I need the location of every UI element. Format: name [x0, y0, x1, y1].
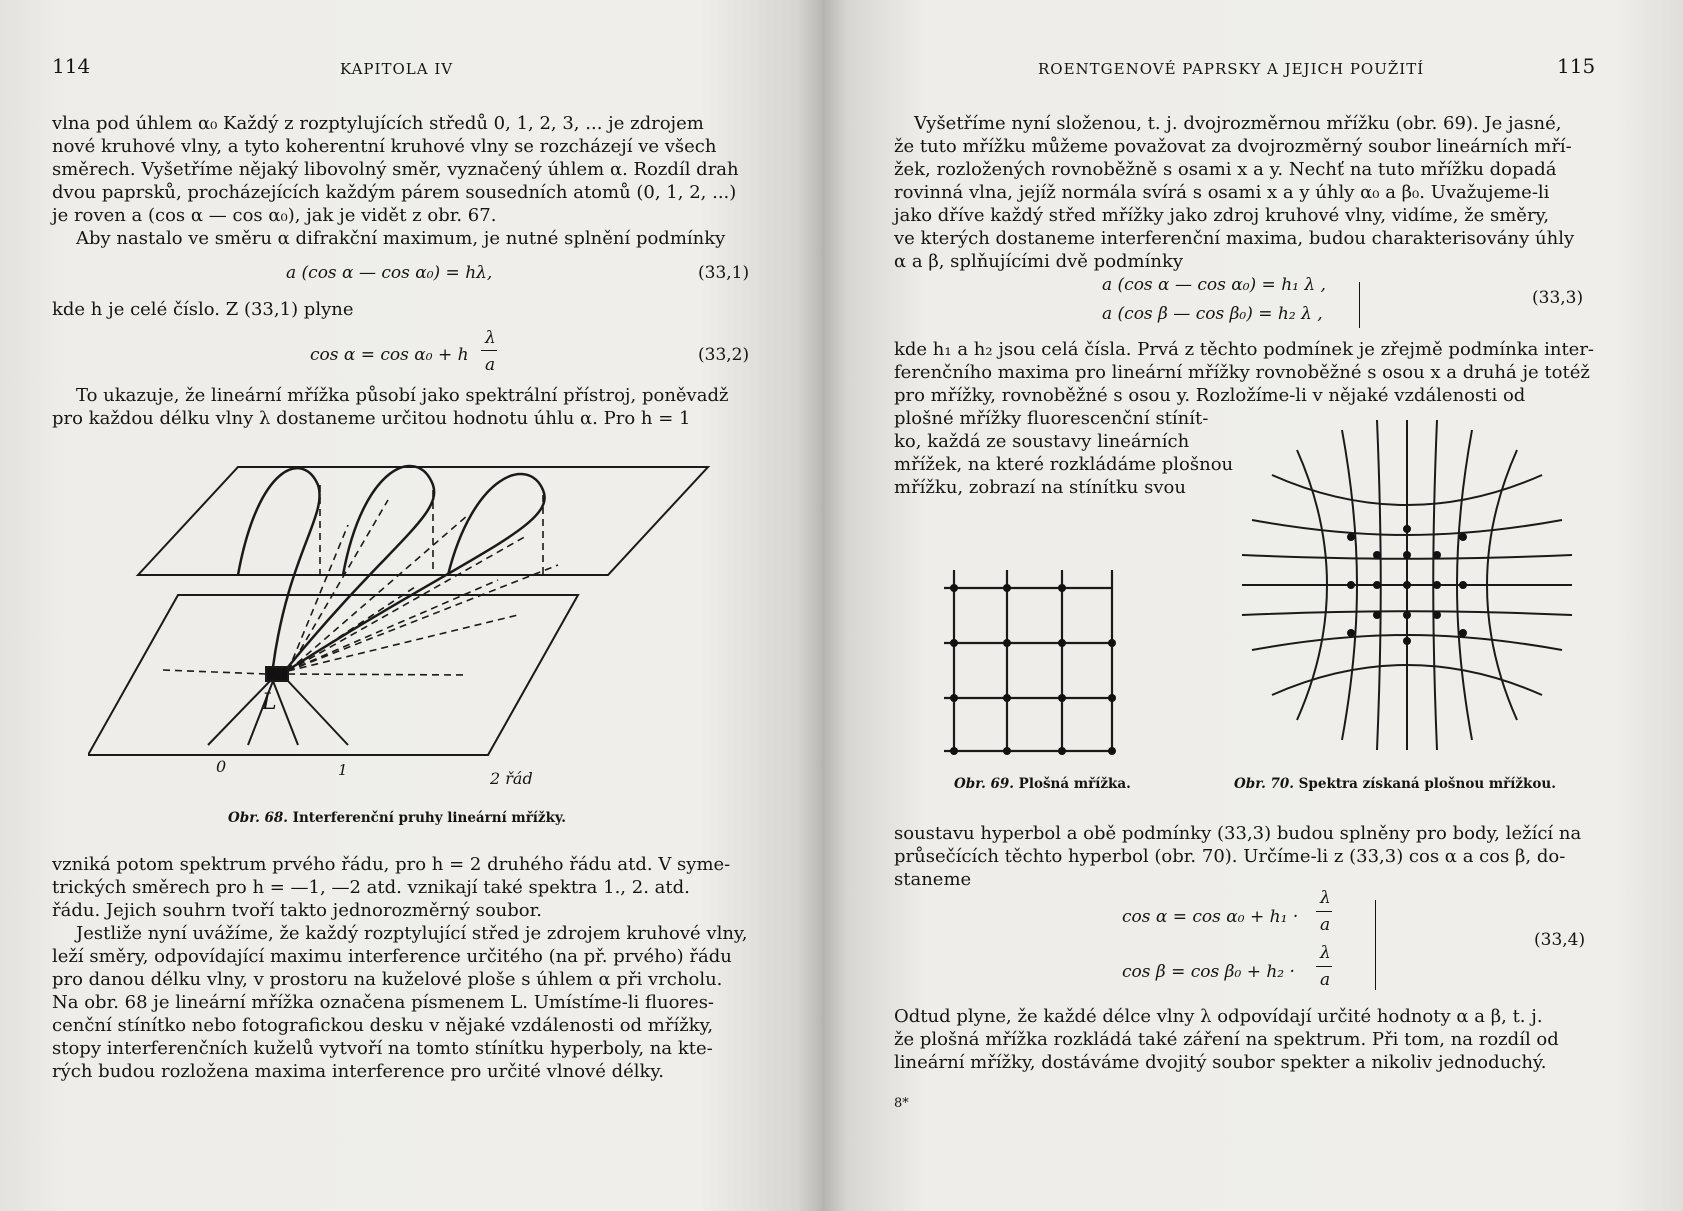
- equation-number: (33,4): [1534, 930, 1586, 950]
- text-line: dvou paprsků, procházejících každým párem sousedních atomů (0, 1, 2, ...): [52, 182, 737, 203]
- equation-brace: [1375, 900, 1376, 990]
- text-line: jako dříve každý střed mřížky jako zdroj kruhové vlny, vidíme, že směry,: [894, 205, 1550, 226]
- text-line: cenční stínítko nebo fotografickou desku v nějaké vzdálenosti od mřížky,: [52, 1015, 714, 1036]
- fraction-bar: [1316, 911, 1332, 912]
- running-head: KAPITOLA IV: [340, 60, 454, 78]
- text-line: žek, rozložených rovnoběžně s osami x a y. Nechť na tuto mřížku dopadá: [894, 159, 1557, 180]
- signature-mark: 8*: [894, 1096, 909, 1111]
- text-line: mřížku, zobrazí na stínítku svou: [894, 477, 1186, 498]
- text-line: průsečících těchto hyperbol (obr. 70). Určíme-li z (33,3) cos α a cos β, do-: [894, 846, 1566, 867]
- fraction-numerator: λ: [1320, 943, 1331, 963]
- text-line: nové kruhové vlny, a tyto koherentní kruhové vlny se rozcházejí ve všech: [52, 136, 717, 157]
- figure-caption: [228, 810, 566, 826]
- text-line: staneme: [894, 869, 972, 890]
- fraction-numerator: λ: [485, 328, 496, 348]
- text-line: ko, každá ze soustavy lineárních: [894, 431, 1190, 452]
- page-number: 114: [52, 54, 91, 78]
- page-number: 115: [1557, 54, 1596, 78]
- right-page: [822, 0, 1683, 1211]
- figure-caption: [954, 776, 1131, 792]
- text-line: že plošná mřížka rozkládá také záření na spektrum. Při tom, na rozdíl od: [894, 1029, 1559, 1050]
- text-line: plošné mřížky fluorescenční stínít-: [894, 408, 1209, 429]
- text-line: soustavu hyperbol a obě podmínky (33,3) budou splněny pro body, ležící na: [894, 823, 1582, 844]
- text-line: ve kterých dostaneme interferenční maxima, budou charakterisovány úhly: [894, 228, 1575, 249]
- text-line: že tuto mřížku můžeme považovat za dvojrozměrný soubor lineárních mří-: [894, 136, 1572, 157]
- equation: cos α = cos α₀ + h: [310, 345, 469, 365]
- running-head: ROENTGENOVÉ PAPRSKY A JEJICH POUŽITÍ: [1038, 60, 1425, 78]
- figure-69-grid: [932, 570, 1122, 760]
- text-line: je roven a (cos α — cos α₀), jak je vidět z obr. 67.: [52, 205, 497, 226]
- text-line: vlna pod úhlem α₀ Každý z rozptylujících středů 0, 1, 2, 3, ... je zdrojem: [52, 113, 704, 134]
- caption-prefix: Obr. 69.: [954, 776, 1014, 792]
- equation-number: (33,1): [698, 263, 750, 283]
- fraction-bar: [1316, 966, 1332, 967]
- figure-caption: [1234, 776, 1556, 792]
- text-line: Jestliže nyní uvážíme, že každý rozptylující střed je zdrojem kruhové vlny,: [76, 923, 748, 944]
- text-line: řádu. Jejich souhrn tvoří takto jednorozměrný soubor.: [52, 900, 542, 921]
- text-line: Na obr. 68 je lineární mřížka označena písmenem L. Umístíme-li fluores-: [52, 992, 715, 1013]
- fraction-bar: [481, 350, 497, 351]
- equation: cos α = cos α₀ + h₁ ·: [1122, 907, 1299, 927]
- text-line: lineární mřížky, dostáváme dvojitý soubor spekter a nikoliv jednoduchý.: [894, 1052, 1547, 1073]
- fraction-numerator: λ: [1320, 888, 1331, 908]
- text-line: ferenčního maxima pro lineární mřížky rovnoběžné s osou x a druhá je totéž: [894, 362, 1590, 383]
- figure-label-L: L: [262, 690, 277, 715]
- caption-text: Plošná mřížka.: [1018, 776, 1131, 792]
- equation-number: (33,3): [1532, 288, 1584, 308]
- caption-text: Interferenční pruhy lineární mřížky.: [292, 810, 566, 826]
- text-line: To ukazuje, že lineární mřížka působí jako spektrální přístroj, poněvadž: [76, 385, 729, 406]
- caption-text: Spektra získaná plošnou mřížkou.: [1298, 776, 1556, 792]
- text-line: Vyšetříme nyní složenou, t. j. dvojrozměrnou mřížku (obr. 69). Je jasné,: [914, 113, 1562, 134]
- figure-68-diagram: [88, 445, 718, 785]
- text-line: Aby nastalo ve směru α difrakční maximum, je nutné splnění podmínky: [76, 228, 726, 249]
- figure-label-0: 0: [216, 757, 227, 776]
- equation: a (cos α — cos α₀) = h₁ λ ,: [1102, 275, 1326, 295]
- figure-label-1: 1: [338, 761, 348, 779]
- figure-70-spectra: [1242, 420, 1572, 750]
- text-line: směrech. Vyšetříme nějaký libovolný směr, vyznačený úhlem α. Rozdíl drah: [52, 159, 739, 180]
- fraction-denominator: a: [1320, 915, 1331, 935]
- text-line: Odtud plyne, že každé délce vlny λ odpovídají určité hodnoty α a β, t. j.: [894, 1006, 1543, 1027]
- equation-number: (33,2): [698, 345, 750, 365]
- text-line: kde h je celé číslo. Z (33,1) plyne: [52, 299, 354, 320]
- left-page: [0, 0, 822, 1211]
- text-line: pro danou délku vlny, v prostoru na kuželové ploše s úhlem α při vrcholu.: [52, 969, 723, 990]
- fraction-denominator: a: [485, 355, 496, 375]
- text-line: pro mřížky, rovnoběžné s osou y. Rozložíme-li v nějaké vzdálenosti od: [894, 385, 1526, 406]
- text-line: rovinná vlna, jejíž normála svírá s osami x a y úhly α₀ a β₀. Uvažujeme-li: [894, 182, 1550, 203]
- text-line: mřížek, na které rozkládáme plošnou: [894, 454, 1234, 475]
- caption-prefix: Obr. 68.: [228, 810, 288, 826]
- equation: cos β = cos β₀ + h₂ ·: [1122, 962, 1295, 982]
- text-line: pro každou délku vlny λ dostaneme určitou hodnotu úhlu α. Pro h = 1: [52, 408, 691, 429]
- equation-brace: [1359, 282, 1360, 328]
- text-line: α a β, splňujícími dvě podmínky: [894, 251, 1184, 272]
- text-line: stopy interferenčních kuželů vytvoří na tomto stínítku hyperboly, na kte-: [52, 1038, 713, 1059]
- figure-label-2: 2 řád: [490, 769, 533, 788]
- equation: a (cos α — cos α₀) = hλ,: [286, 263, 493, 283]
- caption-prefix: Obr. 70.: [1234, 776, 1294, 792]
- fraction-denominator: a: [1320, 970, 1331, 990]
- text-line: kde h₁ a h₂ jsou celá čísla. Prvá z těchto podmínek je zřejmě podmínka inter-: [894, 339, 1595, 360]
- text-line: leží směry, odpovídající maximu interference určitého (na př. prvého) řádu: [52, 946, 732, 967]
- equation: a (cos β — cos β₀) = h₂ λ ,: [1102, 304, 1323, 324]
- text-line: trických směrech pro h = —1, —2 atd. vznikají také spektra 1., 2. atd.: [52, 877, 690, 898]
- text-line: rých budou rozložena maxima interference pro určité vlnové délky.: [52, 1061, 664, 1082]
- text-line: vzniká potom spektrum prvého řádu, pro h = 2 druhého řádu atd. V syme-: [52, 854, 731, 875]
